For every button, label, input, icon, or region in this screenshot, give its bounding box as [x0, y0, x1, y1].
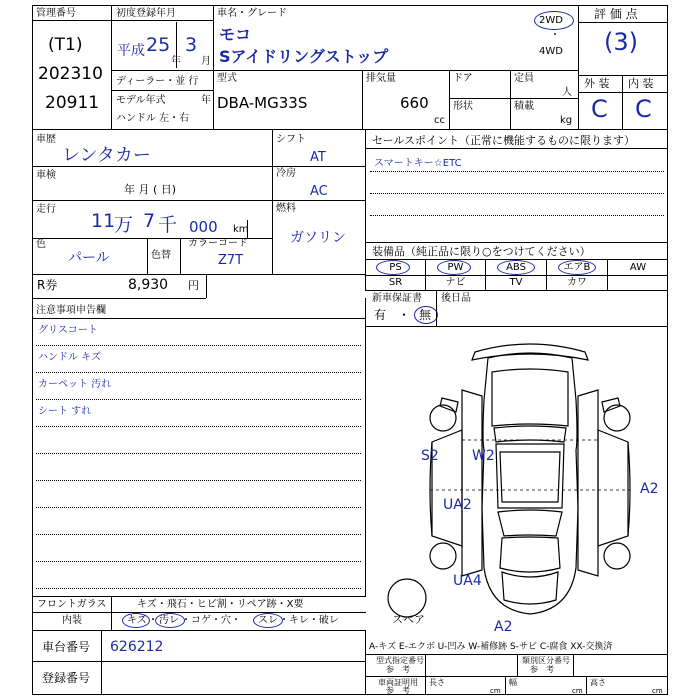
divider	[111, 90, 213, 91]
toroku-label: 登録番号	[42, 671, 91, 685]
divider	[32, 630, 366, 631]
car-diagram	[370, 330, 666, 628]
equip-ps: PS	[389, 262, 402, 273]
nagasa-label: 長さ	[429, 678, 445, 687]
divider	[32, 298, 206, 299]
hosho-dot: ・	[398, 308, 411, 322]
note-dotted-line	[36, 426, 361, 427]
nenryo-label: 燃料	[276, 203, 296, 214]
equip-aw: AW	[629, 262, 647, 273]
shaken-label: 車検	[36, 170, 56, 181]
car-name: モコ	[219, 25, 252, 44]
divider	[586, 676, 587, 695]
equip-navi: ナビ	[445, 277, 466, 288]
kanri-code: (T1)	[48, 35, 83, 55]
divider	[272, 166, 365, 167]
selection-oval	[497, 260, 535, 275]
haiki-label: 排気量	[366, 73, 396, 84]
divider	[425, 654, 426, 676]
sanko-3: 参 考	[386, 686, 410, 695]
haiki-value: 660	[400, 94, 429, 112]
divider	[206, 274, 207, 298]
note-dotted-line	[36, 507, 361, 508]
divider	[578, 22, 668, 23]
divider	[111, 5, 112, 129]
divider	[213, 5, 214, 129]
divider	[449, 70, 450, 129]
divider	[32, 596, 366, 597]
divider	[510, 70, 511, 129]
damage-mark-w2: W2	[472, 448, 495, 464]
soko-11: 11	[91, 210, 116, 232]
divider	[32, 274, 366, 275]
equip-tv: TV	[509, 277, 523, 288]
divider	[365, 148, 668, 149]
divider	[272, 129, 273, 274]
sales-line-1: スマートキー☆ETC	[374, 158, 462, 169]
divider	[247, 220, 248, 238]
reg-year: 25	[146, 34, 171, 56]
divider	[517, 654, 518, 676]
handle-label: ハンドル 左・右	[116, 113, 190, 124]
hyoka-label: 評 価 点	[594, 7, 638, 21]
dotted-line	[370, 215, 664, 216]
year-unit: 年	[171, 56, 181, 67]
model-year-label: モデル年式	[116, 95, 166, 106]
haba-unit: cm	[572, 687, 583, 695]
selection-oval	[155, 613, 185, 628]
kanri-number-1: 202310	[38, 64, 103, 84]
nagasa-unit: cm	[490, 687, 501, 695]
dealer-label: ディーラー・並 行	[116, 76, 199, 87]
divider	[578, 5, 579, 129]
sekisai-unit: kg	[560, 115, 573, 126]
shamei-label: 車名・グレード	[217, 8, 287, 19]
soko-man: 万	[114, 214, 134, 236]
divider	[365, 290, 668, 291]
damage-legend: A-キズ E-エクボ U-凹み W-補修跡 S-サビ C-腐食 XX-交換済	[369, 642, 613, 652]
selection-oval	[437, 260, 471, 275]
irogae-label: 色替	[151, 250, 171, 261]
divider	[365, 298, 366, 596]
model-year-unit: 年	[201, 95, 211, 106]
damage-mark-ua2: UA2	[443, 497, 472, 513]
divider	[578, 92, 668, 93]
selection-oval	[122, 613, 150, 628]
divider	[365, 275, 668, 276]
katashiki-shitei-label: 型式指定番号	[376, 656, 424, 665]
selection-oval	[414, 306, 438, 324]
divider	[365, 676, 668, 677]
divider	[449, 98, 578, 99]
equip-sr: SR	[388, 277, 403, 288]
note-dotted-line	[36, 399, 361, 400]
divider	[213, 70, 578, 71]
divider	[272, 200, 365, 201]
daiban-label: 車台番号	[42, 640, 91, 654]
keijo-label: 形状	[453, 101, 473, 112]
note-line-text: カーペット 汚れ	[38, 379, 112, 390]
divider	[101, 630, 102, 695]
soko-km: km	[233, 224, 249, 235]
soko-label: 走行	[36, 204, 56, 215]
equip-pw: PW	[447, 262, 464, 273]
divider	[573, 654, 574, 676]
selection-oval	[253, 613, 283, 628]
soko-7: 7	[143, 210, 156, 232]
reibo-label: 冷房	[276, 168, 296, 179]
drive-dot: ・	[550, 30, 560, 41]
shift-value: AT	[310, 150, 326, 165]
sanko-1: 参 考	[386, 665, 410, 674]
divider	[32, 129, 668, 130]
drive-4wd: 4WD	[539, 46, 563, 57]
takasa-label: 高さ	[590, 678, 606, 687]
sales-label: セールスポイント（正常に機能するものに限ります）	[372, 134, 636, 147]
nenryo-value: ガソリン	[290, 230, 346, 246]
divider	[111, 20, 213, 21]
shaken-fields: 年 月 ( 日)	[124, 183, 177, 196]
naiso-label: 内 装	[628, 77, 654, 90]
divider	[176, 22, 177, 68]
shareki-value: レンタカー	[62, 145, 151, 166]
sanko-2: 参 考	[530, 665, 554, 674]
haiki-unit: cc	[434, 115, 445, 126]
notes-label: 注意事項申告欄	[36, 305, 106, 316]
note-line-text: グリスコート	[38, 325, 98, 336]
note-line-text: ハンドル キズ	[38, 352, 101, 363]
rken-label: R券	[37, 278, 58, 292]
hyoka-value: (3)	[604, 28, 638, 56]
naiso-yogore: 汚レ	[159, 615, 179, 626]
soko-000: 000	[189, 218, 218, 236]
note-dotted-line	[36, 561, 361, 562]
divider	[505, 676, 506, 695]
divider	[362, 70, 363, 129]
selection-oval	[558, 260, 596, 275]
spare-label: スペア	[392, 613, 425, 626]
divider	[365, 630, 366, 695]
soko-sen: 千	[158, 214, 178, 236]
divider	[436, 290, 437, 326]
divider	[365, 242, 668, 243]
divider	[32, 612, 366, 613]
dotted-line	[370, 193, 664, 194]
note-dotted-line	[36, 372, 361, 373]
katashiki-label: 型式	[217, 73, 237, 84]
reg-month: 3	[185, 34, 198, 56]
shomei-label: 車両証明用	[378, 678, 418, 687]
drive-2wd: 2WD	[539, 15, 563, 26]
divider	[111, 70, 213, 71]
note-line-text: シート すれ	[38, 406, 92, 417]
color-code: Z7T	[218, 253, 244, 268]
era: 平成	[117, 43, 145, 59]
month-unit: 月	[201, 56, 211, 67]
divider	[111, 596, 112, 630]
naiso-koge-ana: ・コゲ・穴・	[181, 615, 241, 626]
naiso-sure: スレ	[258, 615, 278, 626]
sekisai-label: 積載	[514, 101, 534, 112]
reibo-value: AC	[310, 184, 328, 199]
color-code-label: カラーコード	[188, 238, 248, 249]
note-dotted-line	[36, 453, 361, 454]
daiban-value: 626212	[110, 639, 164, 655]
damage-mark-s2: S2	[421, 448, 439, 464]
haba-label: 幅	[509, 678, 517, 687]
katashiki: DBA-MG33S	[217, 94, 308, 112]
damage-mark-a2-front: A2	[494, 619, 513, 635]
divider	[622, 75, 623, 129]
takasa-unit: cm	[652, 687, 663, 695]
naiso-value: C	[635, 95, 652, 123]
naiso-kizu: キズ	[127, 615, 147, 626]
naiso-items-label: 内装	[62, 615, 82, 626]
divider	[32, 661, 366, 662]
damage-mark-ua4: UA4	[453, 573, 482, 589]
divider	[365, 326, 668, 327]
kanri-number-2: 20911	[45, 93, 100, 113]
note-dotted-line	[36, 588, 361, 589]
note-dotted-line	[36, 480, 361, 481]
equip-leather: カワ	[567, 277, 587, 288]
divider	[180, 238, 181, 274]
equip-airbag: エアB	[563, 262, 591, 273]
divider	[425, 676, 426, 695]
selection-oval	[376, 260, 410, 275]
divider	[32, 200, 272, 201]
dotted-line	[370, 171, 664, 172]
front-glass-label: フロントガラス	[37, 599, 107, 610]
note-dotted-line	[36, 345, 361, 346]
note-dotted-line	[36, 534, 361, 535]
ruibetsu-label: 類別区分番号	[522, 656, 570, 665]
divider	[147, 238, 148, 274]
shodo-label: 初度登録年月	[116, 8, 176, 19]
divider	[32, 166, 272, 167]
hosho-nashi: 無	[419, 308, 432, 322]
kanri-label: 管理番号	[36, 8, 76, 19]
door-label: ドア	[453, 73, 473, 84]
iro-value: パール	[68, 250, 110, 266]
damage-mark-a2-right: A2	[640, 481, 659, 497]
hosho-label: 新車保証書	[372, 293, 422, 304]
divider	[578, 75, 668, 76]
naiso-dot: ・	[148, 615, 158, 626]
teiin-label: 定員	[514, 73, 534, 84]
iro-label: 色	[36, 239, 46, 250]
teiin-unit: 人	[562, 87, 572, 98]
naiso-kire-yabure: ・キレ・破レ	[279, 615, 339, 626]
equip-abs: ABS	[506, 262, 526, 273]
divider	[32, 20, 111, 21]
shift-label: シフト	[276, 134, 306, 145]
rken-unit: 円	[188, 279, 199, 292]
gaiso-label: 外 装	[584, 77, 610, 90]
gaiso-value: C	[591, 95, 608, 123]
divider	[32, 318, 365, 319]
front-glass-items: キズ・飛石・ヒビ割・リペア跡・X要	[137, 599, 304, 610]
equipment-label: 装備品（純正品に限り○をつけてください）	[372, 245, 591, 258]
shareki-label: 車歴	[36, 134, 56, 145]
rken-value: 8,930	[128, 277, 169, 293]
nisshi-label: 後日品	[441, 293, 471, 304]
hosho-ari: 有	[374, 308, 387, 322]
grade: Sアイドリングストップ	[219, 47, 389, 66]
